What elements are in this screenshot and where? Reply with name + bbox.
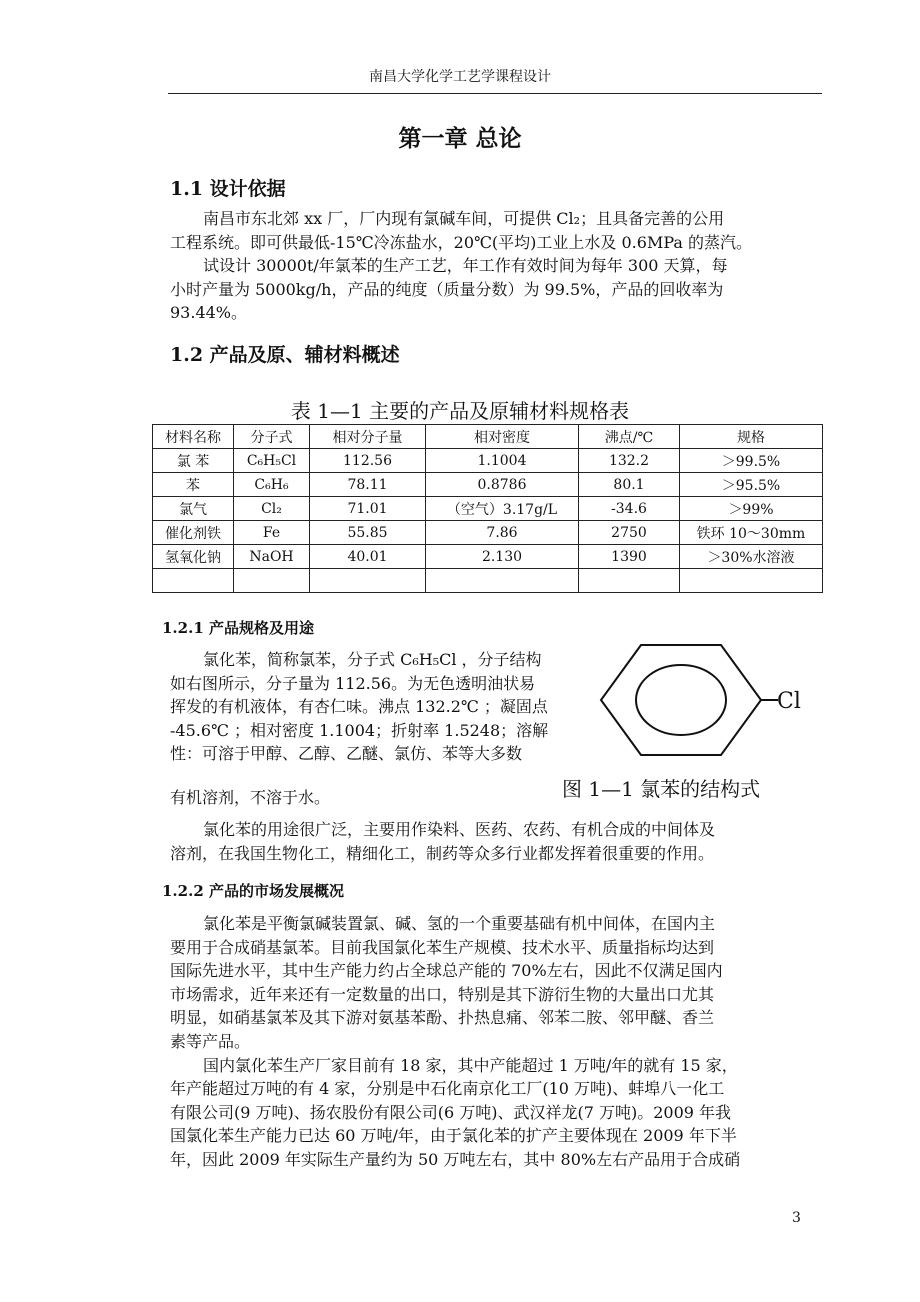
column-header: 相对分子量 [310,425,426,449]
table-cell: ＞95.5% [680,473,823,497]
table-cell: （空气）3.17g/L [426,497,579,521]
text-line: 氯化苯的用途很广泛，主要用作染料、医药、农药、有机合成的中间体及 [203,820,716,839]
table-row [153,521,823,545]
text-line: 市场需求，近年来还有一定数量的出口，特别是其下游衍生物的大量出口尤其 [170,984,715,1004]
table-cell: 7.86 [426,521,579,545]
text-line: 93.44%。 [170,303,248,323]
text-line: 氯化苯，简称氯苯，分子式 C₆H₅Cl ，分子结构 [203,650,542,669]
text-line: 年，因此 2009 年实际生产量约为 50 万吨左右，其中 80%左右产品用于合成硝 [170,1149,741,1169]
figure-caption: 图 1—1 氯苯的结构式 [562,777,761,801]
table-cell: 0.8786 [426,473,579,497]
page-header: 南昌大学化学工艺学课程设计 [369,69,551,85]
table-cell: C₆H₅Cl [234,449,310,473]
table-cell [426,569,579,593]
table-row [153,569,823,593]
table-cell: ＞99.5% [680,449,823,473]
text-line: 性：可溶于甲醇、乙醇、乙醚、氯仿、苯等大多数 [170,744,523,764]
section-1-2-1-continued [170,786,330,810]
table-cell: 1.1004 [426,449,579,473]
table-row [153,473,823,497]
table-row [153,497,823,521]
table-cell: -34.6 [579,497,680,521]
table-cell: 2.130 [426,545,579,569]
section-1-2-2-body [170,912,740,1172]
text-line: 年产能超过万吨的有 4 家，分别是中石化南京化工厂(10 万吨)、蚌埠八一化工 [170,1079,725,1099]
section-1-1-heading: 1.1 设计依据 [170,178,286,200]
text-line: 明显，如硝基氯苯及其下游对氨基苯酚、扑热息痛、邻苯二胺、邻甲醚、香兰 [170,1008,715,1028]
table-cell: 2750 [579,521,680,545]
text-line: 如右图所示，分子量为 112.56。为无色透明油状易 [170,673,536,693]
text-line: 挥发的有机液体，有杏仁味。沸点 132.2℃ ；凝固点 [170,697,548,717]
table-header-row [153,425,823,449]
table-cell: 铁环 10～30mm [680,521,823,545]
text-line: 试设计 30000t/年氯苯的生产工艺，年工作有效时间为每年 300 天算，每 [203,256,728,276]
section-1-2-2-heading: 1.2.2 产品的市场发展概况 [162,882,344,900]
text-line: 溶剂，在我国生物化工，精细化工，制药等众多行业都发挥着很重要的作用。 [170,843,715,863]
table-cell: Cl₂ [234,497,310,521]
text-line: 工程系统。即可供最低-15℃冷冻盐水，20℃(平均)工业上水及 0.6MPa 的蒸汽。 [170,232,752,252]
text-line: 要用于合成硝基氯苯。目前我国氯化苯生产规模、技术水平、质量指标均达到 [170,937,715,957]
text-line: 国际先进水平，其中生产能力约占全球总产能的 70%左右，因此不仅满足国内 [170,961,723,981]
chlorine-label: Cl [777,689,801,714]
table-cell: 55.85 [310,521,426,545]
section-1-2-1-heading: 1.2.1 产品规格及用途 [162,619,314,637]
text-line: -45.6℃ ；相对密度 1.1004；折射率 1.5248；溶解 [170,720,549,740]
table-row [153,545,823,569]
table-cell: 氢氧化钠 [153,545,234,569]
table-cell: ＞99% [680,497,823,521]
text-line: 有限公司(9 万吨)、扬农股份有限公司(6 万吨)、武汉祥龙(7 万吨)。2009 年我 [170,1102,732,1122]
table-cell: 催化剂铁 [153,521,234,545]
table-cell: 氯气 [153,497,234,521]
table-cell: 1390 [579,545,680,569]
text-line: 素等产品。 [170,1031,251,1051]
text-line: 国内氯化苯生产厂家目前有 18 家，其中产能超过 1 万吨/年的就有 15 家， [203,1055,738,1075]
table-cell [680,569,823,593]
table-cell [234,569,310,593]
section-1-2-1-uses [170,818,715,865]
text-line: 小时产量为 5000kg/h，产品的纯度（质量分数）为 99.5%，产品的回收率为 [170,279,724,299]
section-1-2-1-wrap-text [170,648,548,766]
aromatic-circle [636,665,726,735]
text-line: 有机溶剂，不溶于水。 [170,788,331,807]
table-cell: Fe [234,521,310,545]
table-cell [579,569,680,593]
column-header: 材料名称 [153,425,234,449]
text-line: 南昌市东北郊 xx 厂，厂内现有氯碱车间，可提供 Cl₂；且具备完善的公用 [203,209,725,228]
column-header: 沸点/℃ [579,425,680,449]
table-cell: 132.2 [579,449,680,473]
materials-spec-table [152,424,823,593]
table-cell [153,569,234,593]
text-line: 国氯化苯生产能力已达 60 万吨/年，由于氯化苯的扩产主要体现在 2009 年下半 [170,1126,737,1146]
benzene-ring-hexagon [601,645,761,755]
header-rule [168,93,822,94]
section-1-1-body [170,207,752,325]
table-cell: C₆H₆ [234,473,310,497]
page-number: 3 [792,1210,801,1226]
table-cell: 78.11 [310,473,426,497]
table-cell: 40.01 [310,545,426,569]
table-cell: 112.56 [310,449,426,473]
table-cell: ＞30%水溶液 [680,545,823,569]
chlorobenzene-structure-figure [593,640,801,760]
table-cell: 71.01 [310,497,426,521]
table-caption: 表 1—1 主要的产品及原辅材料规格表 [290,399,630,423]
table-cell [310,569,426,593]
section-1-2-heading: 1.2 产品及原、辅材料概述 [170,344,400,366]
column-header: 分子式 [234,425,310,449]
chapter-title: 第一章 总论 [398,125,522,152]
table-cell: 苯 [153,473,234,497]
text-line: 氯化苯是平衡氯碱装置氯、碱、氢的一个重要基础有机中间体，在国内主 [203,914,716,933]
column-header: 规格 [680,425,823,449]
table-cell: 80.1 [579,473,680,497]
table-cell: NaOH [234,545,310,569]
table-cell: 氯 苯 [153,449,234,473]
column-header: 相对密度 [426,425,579,449]
table-row [153,449,823,473]
